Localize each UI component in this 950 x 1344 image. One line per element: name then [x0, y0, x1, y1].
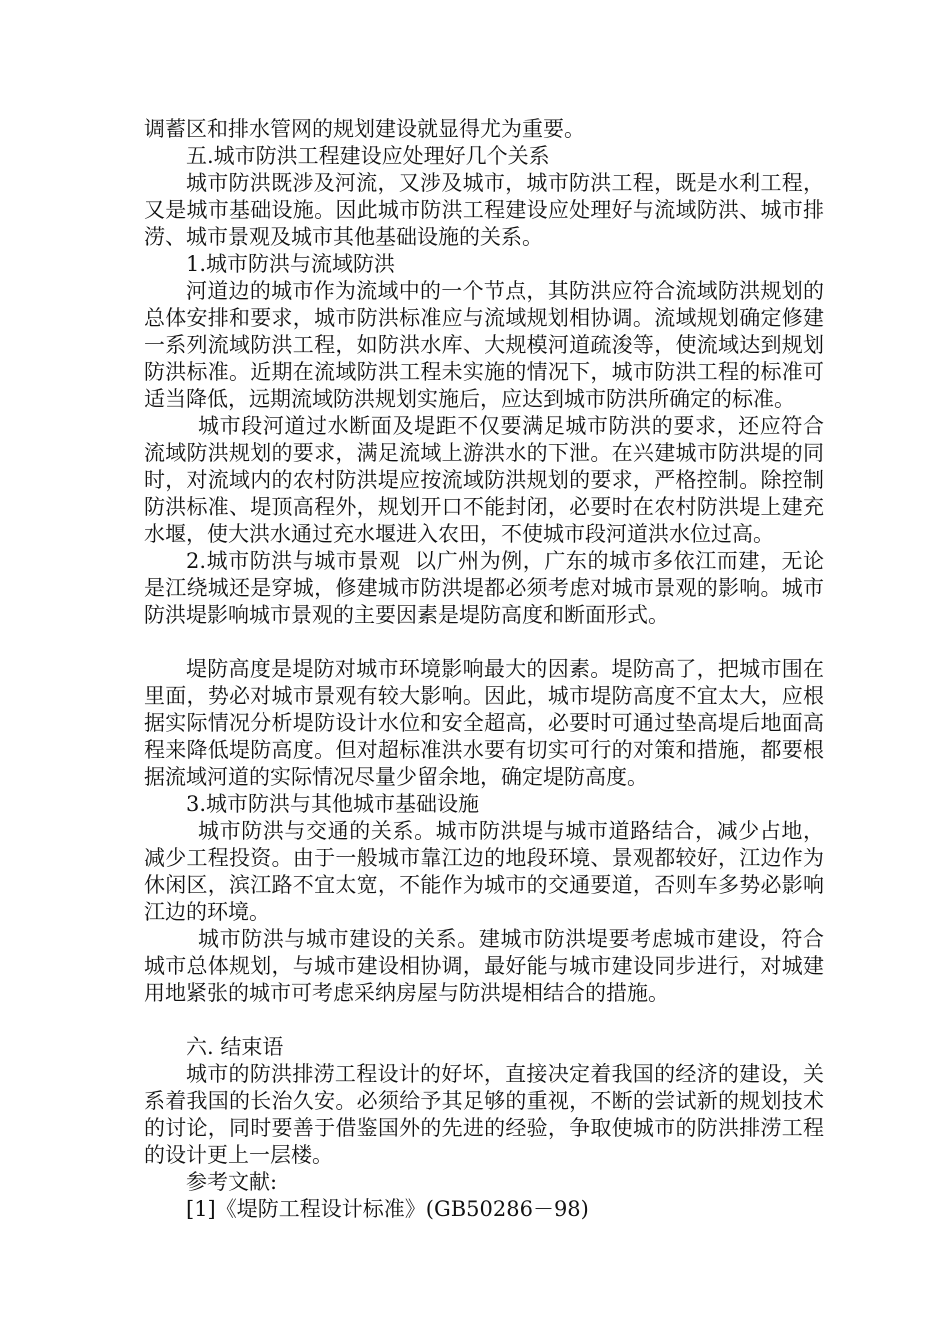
- document-page: [144, 116, 824, 1223]
- paragraph: 调蓄区和排水管网的规划建设就显得尤为重要。: [144, 117, 585, 141]
- paragraph: 城市防洪与交通的关系。城市防洪堤与城市道路结合，减少占地，减少工程投资。由于一般城市靠江边的地段环境、景观都较好，江边作为休闲区，滨江路不宜太宽，不能作为城市的交通要道，否则车多势必影响江边的环境。: [144, 819, 824, 924]
- paragraph: 堤防高度是堤防对城市环境影响最大的因素。堤防高了，把城市围在里面，势必对城市景观有较大影响。因此，城市堤防高度不宜太大，应根据实际情况分析堤防设计水位和安全超高，必要时可通过垫高堤后地面高程来降低堤防高度。但对超标准洪水要有切实可行的对策和措施，都要根据流域河道的实际情况尽量少留余地，确定堤防高度。: [144, 657, 824, 789]
- reference-item: [1]《堤防工程设计标准》(GB50286－98): [186, 1197, 589, 1221]
- paragraph: 城市防洪既涉及河流，又涉及城市，城市防洪工程，既是水利工程，又是城市基础设施。因此城市防洪工程建设应处理好与流域防洪、城市排涝、城市景观及城市其他基础设施的关系。: [144, 171, 824, 249]
- references-title: 参考文献:: [186, 1170, 278, 1194]
- paragraph: 城市的防洪排涝工程设计的好坏，直接决定着我国的经济的建设，关系着我国的长治久安。必须给予其足够的重视，不断的尝试新的规划技术的讨论，同时要善于借鉴国外的先进的经验，争取使城市的防洪排涝工程的设计更上一层楼。: [144, 1062, 824, 1167]
- paragraph: 城市防洪与城市建设的关系。建城市防洪堤要考虑城市建设，符合城市总体规划，与城市建设相协调，最好能与城市建设同步进行，对城建用地紧张的城市可考虑采纳房屋与防洪堤相结合的措施。: [144, 927, 824, 1005]
- subsection-heading: 1.城市防洪与流域防洪: [186, 252, 396, 276]
- blank-line: [144, 1007, 824, 1034]
- paragraph: 2.城市防洪与城市景观 以广州为例，广东的城市多依江而建，无论是江绕城还是穿城，修建城市防洪堤都必须考虑对城市景观的影响。城市防洪堤影响城市景观的主要因素是堤防高度和断面形式。: [144, 549, 824, 627]
- paragraph: 城市段河道过水断面及堤距不仅要满足城市防洪的要求，还应符合流域防洪规划的要求，满足流域上游洪水的下泄。在兴建城市防洪堤的同时，对流域内的农村防洪堤应按流域防洪规划的要求，严格控制。除控制防洪标准、堤顶高程外，规划开口不能封闭，必要时在农村防洪堤上建充水堰，使大洪水通过充水堰进入农田，不使城市段河道洪水位过高。: [144, 414, 824, 546]
- section-heading: 五.城市防洪工程建设应处理好几个关系: [186, 144, 550, 168]
- section-heading: 六. 结束语: [186, 1035, 284, 1059]
- blank-line: [144, 629, 824, 656]
- subsection-heading: 3.城市防洪与其他城市基础设施: [186, 792, 480, 816]
- paragraph: 河道边的城市作为流域中的一个节点，其防洪应符合流域防洪规划的总体安排和要求，城市防洪标准应与流域规划相协调。流域规划确定修建一系列流域防洪工程，如防洪水库、大规模河道疏浚等，使流域达到规划防洪标准。近期在流域防洪工程未实施的情况下，城市防洪工程的标准可适当降低，远期流域防洪规划实施后，应达到城市防洪所确定的标准。: [144, 279, 824, 411]
